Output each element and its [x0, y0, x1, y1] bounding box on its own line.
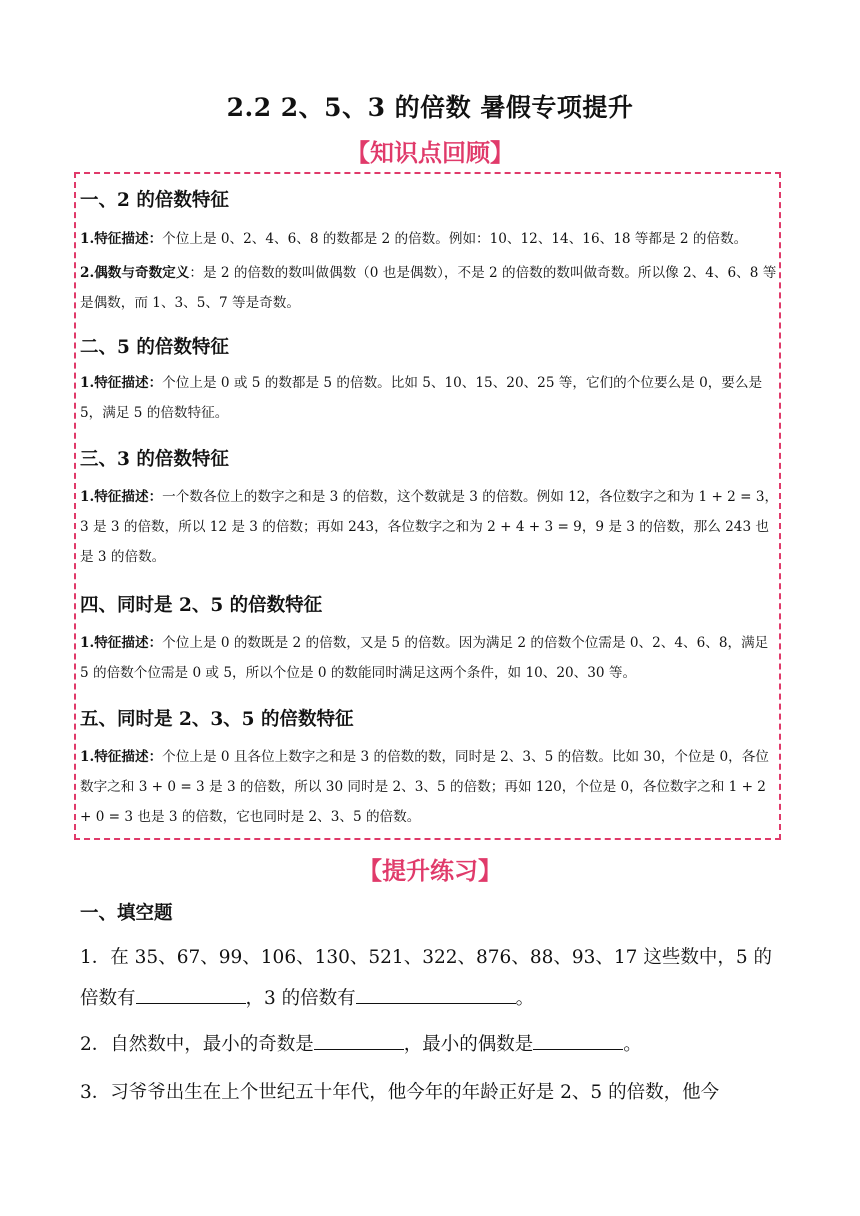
answer-blank-1a[interactable]	[136, 983, 246, 1004]
para-text: 个位上是 0 且各位上数字之和是 3 的倍数的数，同时是 2、3、5 的倍数。比如 30，个位是 0，各位数字之和 3 + 0 = 3 是 3 的倍数，所以 30 同时是 2、3、5 的倍数；再如 120，个位是 0，各位数字之和 1 + 2 + 0 = 3 也是 3 的倍数，它也同时是 2、3、5 的倍数。	[80, 749, 769, 825]
para-separator: ：	[189, 265, 203, 281]
para-label: 1.特征描述	[80, 489, 149, 505]
para-label: 1.特征描述	[80, 375, 149, 391]
para-label: 1.特征描述	[80, 635, 149, 651]
para-separator: ：	[148, 375, 163, 391]
para-text: 个位上是 0、2、4、6、8 的数都是 2 的倍数。例如：10、12、14、16、18 等都是 2 的倍数。	[162, 231, 748, 247]
section-heading-multiple-of-2-3-5: 五、同时是 2、3、5 的倍数特征	[80, 709, 354, 730]
para-separator: ：	[148, 231, 163, 247]
para-label: 1.特征描述	[80, 749, 149, 765]
section-heading-multiple-of-2-and-5: 四、同时是 2、5 的倍数特征	[80, 595, 323, 616]
question-1	[80, 937, 780, 1019]
fill-in-blank-heading: 一、填空题	[80, 903, 173, 924]
para-separator: ：	[148, 489, 163, 505]
answer-blank-1b[interactable]	[356, 983, 516, 1004]
para-label: 1.特征描述	[80, 231, 149, 247]
question-3	[80, 1072, 780, 1113]
practice-banner: 【提升练习】	[358, 856, 502, 885]
section-heading-multiple-of-5: 二、5 的倍数特征	[80, 337, 229, 358]
para-text: 个位上是 0 的数既是 2 的倍数，又是 5 的倍数。因为满足 2 的倍数个位需是 0、2、4、6、8，满足 5 的倍数个位需是 0 或 5，所以个位是 0 的数能同时满足这两个条件，如 10、20、30 等。	[80, 635, 769, 681]
para-separator: ：	[148, 749, 163, 765]
question-3-text: 3．习爷爷出生在上个世纪五十年代，他今年的年龄正好是 2、5 的倍数，他今	[80, 1082, 720, 1103]
section-1-para-2	[80, 258, 780, 318]
section-1-para-1	[80, 224, 780, 254]
question-1-text-c: 。	[515, 988, 535, 1009]
question-1-text-a: 1．在 35、67、99、106、130、521、322、876、88、93、17 这些数中，5 的倍数有	[80, 947, 772, 1009]
section-2-para-1	[80, 368, 780, 428]
para-text: 是 2 的倍数的数叫做偶数（0 也是偶数），不是 2 的倍数的数叫做奇数。所以像 2、4、6、8 等是偶数，而 1、3、5、7 等是奇数。	[80, 265, 777, 311]
para-text: 一个数各位上的数字之和是 3 的倍数，这个数就是 3 的倍数。例如 12，各位数字之和为 1 + 2 = 3，3 是 3 的倍数，所以 12 是 3 的倍数；再如 243，各位数字之和为 2 + 4 + 3 = 9，9 是 3 的倍数，那么 243 也是 3 的倍数。	[80, 489, 779, 565]
review-banner: 【知识点回顾】	[346, 138, 514, 167]
para-label: 2.偶数与奇数定义	[80, 265, 190, 281]
section-4-para-1	[80, 628, 780, 688]
para-separator: ：	[148, 635, 163, 651]
page-title: 2.2 2、5、3 的倍数 暑假专项提升	[226, 93, 634, 122]
section-heading-multiple-of-3: 三、3 的倍数特征	[80, 449, 229, 470]
para-text: 个位上是 0 或 5 的数都是 5 的倍数。比如 5、10、15、20、25 等，它们的个位要么是 0，要么是 5，满足 5 的倍数特征。	[80, 375, 763, 421]
question-2-text-b: ，最小的偶数是	[403, 1034, 534, 1055]
section-5-para-1	[80, 742, 780, 832]
section-3-para-1	[80, 482, 780, 572]
question-2-text-c: 。	[623, 1034, 642, 1055]
section-heading-multiple-of-2: 一、2 的倍数特征	[80, 190, 229, 211]
question-2	[80, 1024, 780, 1065]
question-1-text-b: ，3 的倍数有	[245, 988, 356, 1009]
answer-blank-2b[interactable]	[533, 1029, 623, 1050]
question-2-text-a: 2．自然数中，最小的奇数是	[80, 1034, 314, 1055]
answer-blank-2a[interactable]	[314, 1029, 404, 1050]
